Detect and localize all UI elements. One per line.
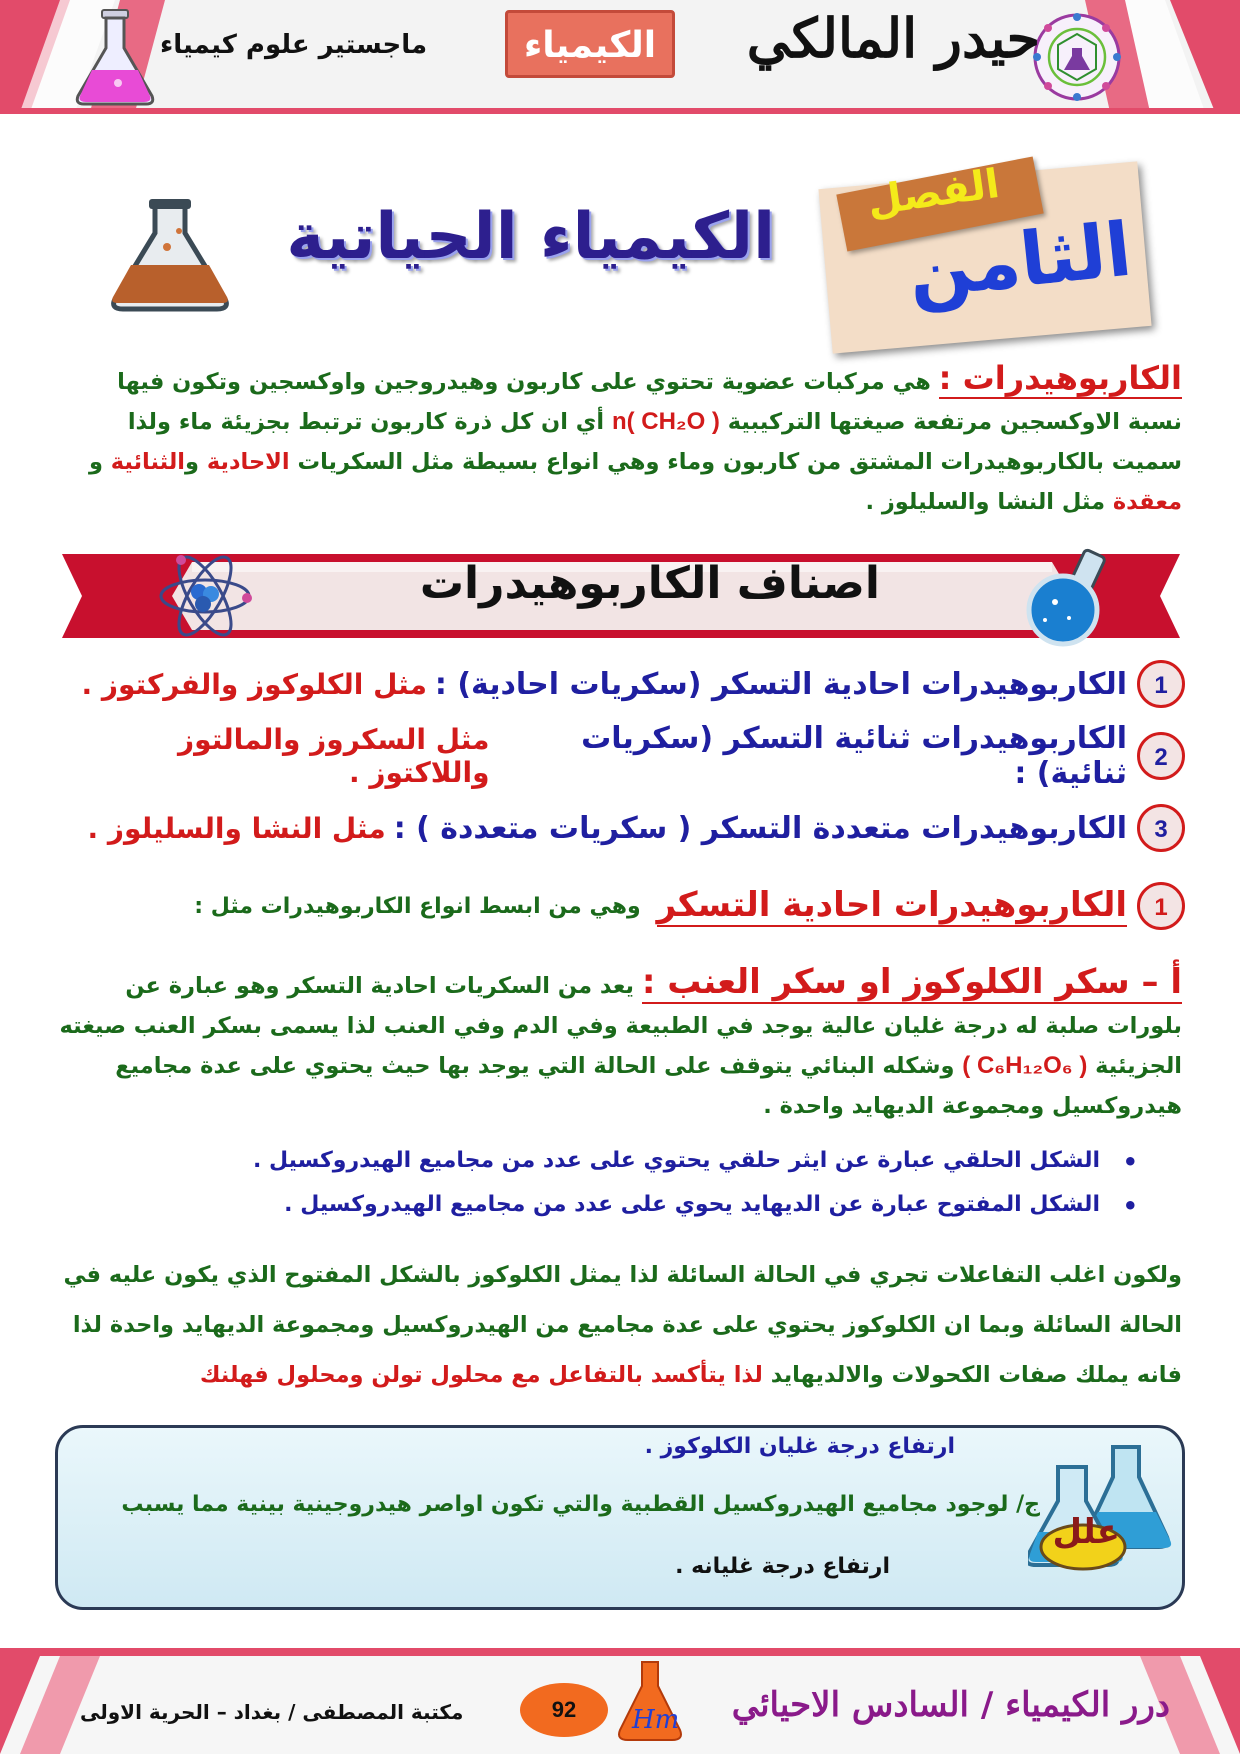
intro-text-3: مثل النشا والسليلوز . <box>865 489 1113 515</box>
intro-text-2: أي ان كل ذرة كاربون ترتبط بجزيئة ماء ولذا سميت بالكاربوهيدرات المشتق من كاربون وماء وهي انواع بسيطة مثل السكريات <box>127 409 1182 475</box>
round-flask-icon <box>1015 548 1125 648</box>
author-name: حيدر المالكي <box>746 6 1040 70</box>
publisher: مكتبة المصطفى / بغداد – الحرية الاولى <box>80 1700 464 1724</box>
class-item-2 <box>55 721 1185 791</box>
explain-badge: علل <box>1052 1512 1120 1552</box>
reaction-paragraph <box>57 1250 1182 1400</box>
number-badge: 3 <box>1137 804 1185 852</box>
page-number: 92 <box>520 1683 608 1737</box>
poly-word: معقدة <box>1112 489 1182 515</box>
glucose-paragraph <box>57 962 1182 1126</box>
mono-word: الاحادية <box>206 449 290 475</box>
carbohydrates-term: الكاربوهيدرات : <box>938 359 1182 397</box>
class-example: مثل الكلوكوز والفركتوز . <box>81 667 427 701</box>
number-badge: 2 <box>1137 732 1185 780</box>
class-item-3 <box>55 800 1185 856</box>
atom-icon <box>155 548 255 643</box>
class-example: مثل السكروز والمالتوز واللاكتوز . <box>178 723 490 789</box>
author-degree: ماجستير علوم كيمياء <box>160 30 428 60</box>
section-1-heading <box>55 878 1185 934</box>
beakers-icon <box>1028 1432 1178 1582</box>
glucose-term: أ – سكر الكلوكوز او سكر العنب : <box>641 962 1182 1002</box>
bullet-open: • الشكل المفتوح عبارة عن الديهايد يحوي على عدد من مجاميع الهيدروكسيل . <box>284 1192 1100 1217</box>
carbohydrate-formula: n( CH₂O ) <box>611 408 720 435</box>
class-example: مثل النشا والسليلوز . <box>87 811 386 845</box>
section-1-title: الكاربوهيدرات احادية التسكر <box>656 885 1127 925</box>
course-title: درر الكيمياء / السادس الاحيائي <box>731 1685 1170 1725</box>
class-name: الكاربوهيدرات متعددة التسكر ( سكريات متعددة ) : <box>393 810 1127 846</box>
logo-emblem-icon <box>1032 12 1122 102</box>
intro-text-1: هي مركبات عضوية تحتوي على كاربون وهيدروجين واوكسجين وتكون فيها نسبة الاوكسجين مرتفعة صيغتها التركيبية <box>117 369 1182 435</box>
lab-flask-icon <box>95 195 245 315</box>
oxidation-note: لذا يتأكسد بالتفاعل مع محلول تولن ومحلول فهلنك <box>199 1362 763 1388</box>
explain-question: ارتفاع درجة غليان الكلوكوز . <box>644 1434 955 1459</box>
chapter-title: الكيمياء الحياتية <box>286 200 775 274</box>
class-name: الكاربوهيدرات احادية التسكر (سكريات احادية) : <box>434 666 1127 702</box>
glucose-text-1: يعد من السكريات احادية التسكر وهو عبارة عن بلورات صلبة له درجة غليان عالية يوجد في الطبيعة وفي الدم وفي العنب لذا يسمى بسكر العنب صيغته الجزيئية <box>59 973 1182 1079</box>
class-name: الكاربوهيدرات ثنائية التسكر (سكريات ثنائية) : <box>581 721 1127 791</box>
explain-answer-cont: ارتفاع درجة غليانه . <box>675 1554 890 1579</box>
explain-answer: ج/ لوجود مجاميع الهيدروكسيل القطبية والتي تكون اواصر هيدروجينية بينية مما يسبب <box>121 1492 1040 1517</box>
and-1: و <box>185 449 207 475</box>
reaction-text: ولكون اغلب التفاعلات تجري في الحالة السائلة لذا يمثل الكلوكوز بالشكل المفتوح الذي يكون عليه في الحالة السائلة وبما ان الكلوكوز يحتوي على عدة مجاميع من الهيدروكسيل ومجموعة الديهايد واحدة لذا فانه يملك صفات الكحولات والالديهايد <box>63 1262 1182 1388</box>
section-1-desc: وهي من ابسط انواع الكاربوهيدرات مثل : <box>194 893 641 919</box>
chapter-label: الفصل <box>864 160 1003 226</box>
footer-logo-text: Hm <box>632 1705 680 1735</box>
and-2: و <box>88 449 111 475</box>
explain-box <box>55 1425 1185 1610</box>
intro-paragraph <box>57 358 1182 522</box>
number-badge: 1 <box>1137 660 1185 708</box>
bullet-cyclic: • الشكل الحلقي عبارة عن ايثر حلقي يحتوي على عدد من مجاميع الهيدروكسيل . <box>253 1148 1100 1173</box>
subject-tag: الكيمياء <box>505 10 675 78</box>
chapter-number: الثامن <box>904 206 1136 316</box>
banner-title: اصناف الكاربوهيدرات <box>419 558 880 609</box>
flask-icon <box>70 8 160 108</box>
di-word: الثنائية <box>110 449 186 475</box>
glucose-formula: ( C₆H₁₂O₆ ) <box>962 1052 1088 1079</box>
glucose-text-2: وشكله البنائي يتوقف على الحالة التي يوجد بها حيث يحتوي على عدة مجاميع هيدروكسيل ومجموعة الديهايد واحدة . <box>115 1053 1182 1119</box>
footer-logo-icon <box>610 1658 690 1748</box>
class-item-1 <box>55 656 1185 712</box>
number-badge: 1 <box>1137 882 1185 930</box>
